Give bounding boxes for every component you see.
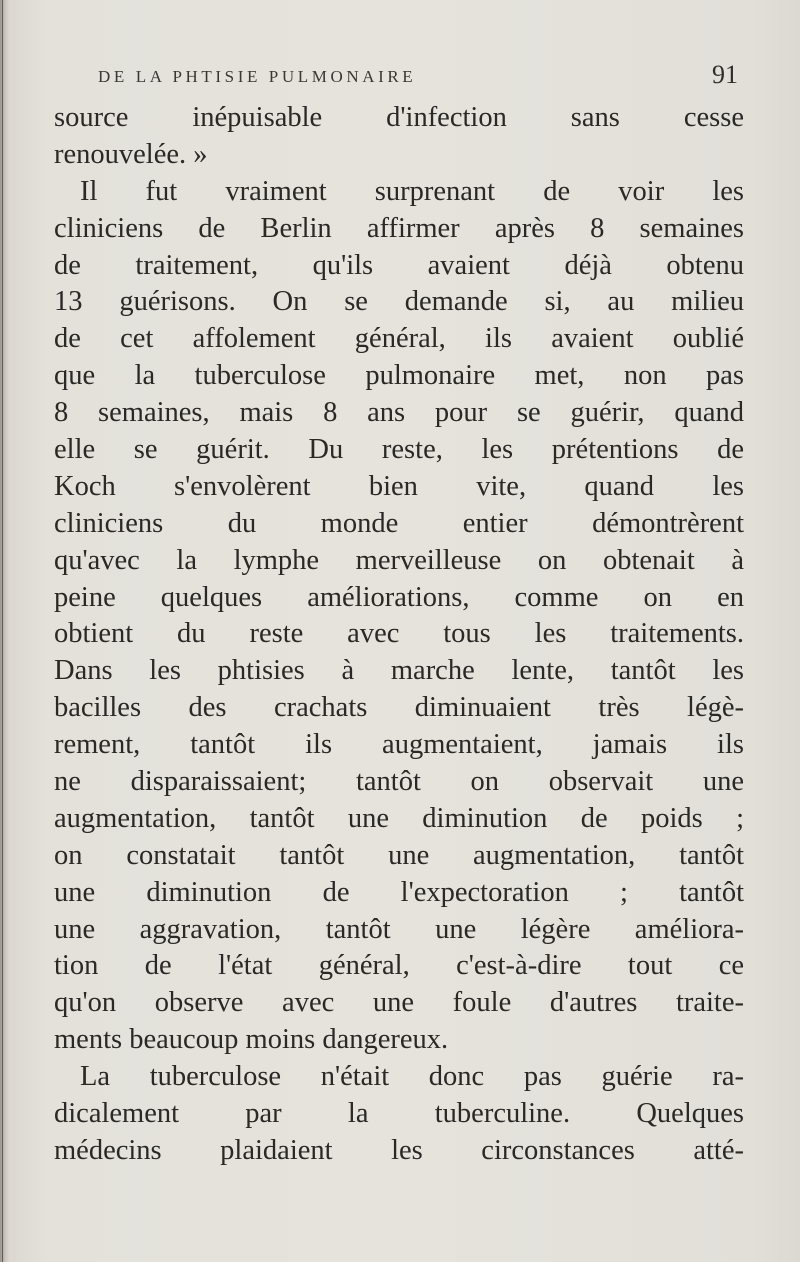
text-line: que la tuberculose pulmonaire met, non pas (54, 360, 744, 392)
page-number: 91 (712, 60, 738, 89)
text-line: une aggravation, tantôt une légère améliora- (54, 913, 744, 945)
paragraph-first-line: Il fut vraiment surprenant de voir les (80, 175, 744, 207)
text-line: cliniciens de Berlin affirmer après 8 semaines (54, 212, 744, 244)
text-line: une diminution de l'expectoration ; tantôt (54, 876, 744, 908)
text-line: augmentation, tantôt une diminution de poids ; (54, 802, 744, 834)
text-line: on constatait tantôt une augmentation, tantôt (54, 839, 744, 871)
text-line: rement, tantôt ils augmentaient, jamais ils (54, 729, 744, 761)
text-line: ments beaucoup moins dangereux. (54, 1024, 449, 1056)
text-line: bacilles des crachats diminuaient très légè- (54, 692, 744, 724)
text-line: ne disparaissaient; tantôt on observait une (54, 766, 744, 798)
text-line: Dans les phtisies à marche lente, tantôt les (54, 655, 744, 687)
running-title: DE LA PHTISIE PULMONAIRE (98, 67, 417, 86)
text-line: de cet affolement général, ils avaient oublié (54, 323, 744, 355)
text-line: cliniciens du monde entier démontrèrent (54, 507, 744, 539)
text-line: tion de l'état général, c'est-à-dire tout ce (54, 950, 744, 982)
text-line: qu'avec la lymphe merveilleuse on obtenait à (54, 544, 744, 576)
text-line: elle se guérit. Du reste, les prétentions de (54, 434, 744, 466)
text-line: 8 semaines, mais 8 ans pour se guérir, quand (54, 397, 744, 429)
text-line: source inépuisable d'infection sans cesse (54, 102, 744, 133)
paragraph-first-line: La tuberculose n'était donc pas guérie ra- (80, 1061, 744, 1093)
page-edge-line (2, 0, 3, 1262)
body-text (54, 100, 744, 1170)
text-line: de traitement, qu'ils avaient déjà obtenu (54, 249, 744, 281)
text-line: 13 guérisons. On se demande si, au milieu (54, 286, 744, 318)
text-line: qu'on observe avec une foule d'autres traite- (54, 987, 744, 1019)
text-line: Koch s'envolèrent bien vite, quand les (54, 470, 744, 502)
text-line: peine quelques améliorations, comme on en (54, 581, 744, 613)
text-line: obtient du reste avec tous les traitements. (54, 618, 744, 650)
text-line: renouvelée. » (54, 138, 208, 170)
text-line: dicalement par la tuberculine. Quelques (54, 1098, 744, 1130)
running-head (98, 62, 738, 96)
text-line: médecins plaidaient les circonstances atté- (54, 1134, 744, 1166)
